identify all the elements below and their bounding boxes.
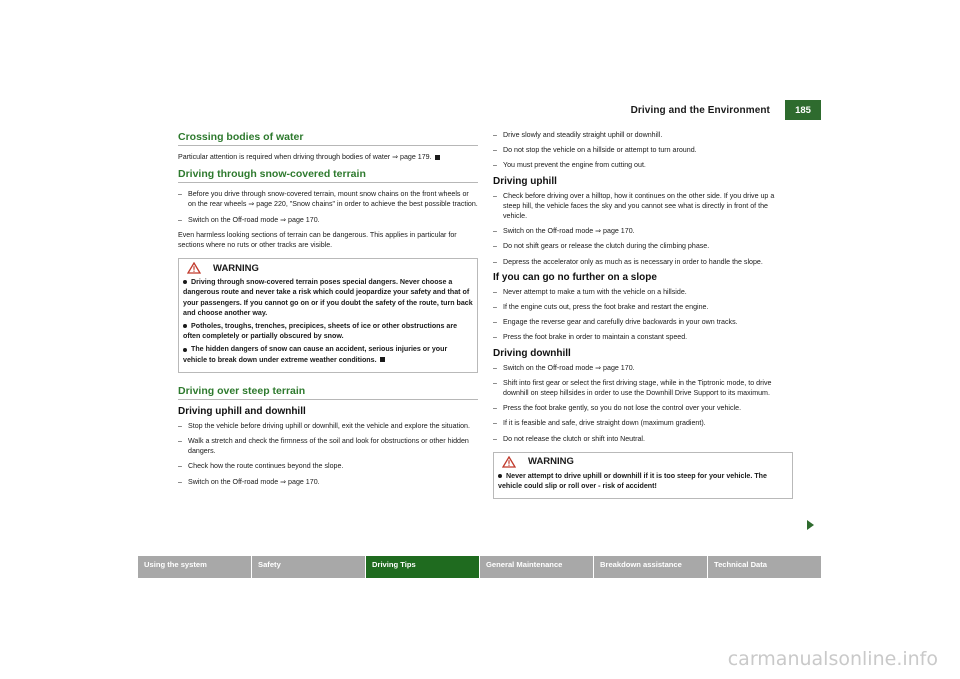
bullet-icon: [183, 324, 187, 328]
list-item: – Stop the vehicle before driving uphill or downhill, exit the vehicle and explore the situation.: [178, 421, 478, 431]
warning-header: [183, 262, 473, 274]
footer-tab-breakdown-assistance[interactable]: Breakdown assistance: [594, 556, 707, 578]
warning-label: WARNING: [528, 456, 574, 468]
list-item: – Check how the route continues beyond the slope.: [178, 461, 478, 471]
section-end-icon: [380, 357, 385, 362]
bullet-icon: [498, 474, 502, 478]
footer-chapter-nav: [138, 556, 822, 578]
warning-triangle-icon: [187, 262, 201, 274]
list-item: – You must prevent the engine from cutting out.: [493, 160, 793, 170]
left-column: [178, 128, 478, 492]
list-item: – Switch on the Off-road mode ⇒ page 170.: [493, 363, 793, 373]
footer-tab-using-the-system[interactable]: Using the system: [138, 556, 251, 578]
warning-item: Potholes, troughs, trenches, precipices, sheets of ice or other obstructions are often completely or partially obscured by snow.: [183, 322, 458, 341]
page-number-badge: 185: [785, 100, 821, 120]
list-item: – Do not stop the vehicle on a hillside or attempt to turn around.: [493, 145, 793, 155]
snow-steps-list: [178, 189, 478, 225]
list-item: – Do not shift gears or release the clutch during the climbing phase.: [493, 241, 793, 251]
list-item: – Press the foot brake gently, so you do not lose the control over your vehicle.: [493, 403, 793, 413]
section-end-icon: [435, 155, 440, 160]
list-item: – Never attempt to make a turn with the vehicle on a hillside.: [493, 287, 793, 297]
watermark-text: carmanualsonline.info: [727, 648, 938, 670]
footer-tab-general-maintenance[interactable]: General Maintenance: [480, 556, 593, 578]
paragraph-snow-danger: Even harmless looking sections of terrain can be dangerous. This applies in particular for sections where no ruts or other tracks are visible.: [178, 230, 457, 250]
list-item: – Press the foot brake in order to maintain a constant speed.: [493, 332, 793, 342]
list-item: – Check before driving over a hilltop, how it continues on the other side. If you drive up a steep hill, the vehicle faces the sky and you cannot see what is directly in front of the vehicle.: [493, 191, 793, 222]
section-heading-crossing-water: Crossing bodies of water: [178, 131, 478, 146]
subheading-uphill-downhill: Driving uphill and downhill: [178, 405, 306, 417]
list-item: – Do not release the clutch or shift into Neutral.: [493, 434, 793, 444]
no-further-steps-list: [493, 287, 793, 343]
intro-steps-list: [493, 130, 793, 171]
warning-box-snow: [178, 258, 478, 373]
warning-triangle-icon: [502, 456, 516, 468]
subheading-no-further: If you can go no further on a slope: [493, 271, 657, 283]
list-item: – Engage the reverse gear and carefully drive backwards in your own tracks.: [493, 317, 793, 327]
list-item: – Switch on the Off-road mode ⇒ page 170.: [178, 477, 478, 487]
bullet-icon: [183, 280, 187, 284]
list-item: – Before you drive through snow-covered terrain, mount snow chains on the front wheels or on the rear wheels ⇒ page 220, "Snow chains" in order to achieve the best possible traction.: [178, 189, 478, 209]
list-item: – If it is feasible and safe, drive straight down (maximum gradient).: [493, 418, 793, 428]
downhill-steps-list: [493, 363, 793, 444]
footer-tab-driving-tips[interactable]: Driving Tips: [366, 556, 479, 578]
list-item: – Switch on the Off-road mode ⇒ page 170.: [493, 226, 793, 236]
paragraph-crossing-water: Particular attention is required when driving through bodies of water ⇒ page 179.: [178, 152, 478, 162]
warning-item: Driving through snow-covered terrain poses special dangers. Never choose a dangerous route and never take a risk which could jeopardize your safety and that of your passengers. If you cannot go on or if you doubt the safety of the route, turn back and choose another way.: [183, 278, 473, 317]
list-item: – Shift into first gear or select the first driving stage, while in the Tiptronic mode, to drive downhill on steep hillsides in order to use the Downhill Drive Support to its maximum.: [493, 378, 793, 398]
section-heading-steep: Driving over steep terrain: [178, 385, 478, 400]
list-item: – Depress the accelerator only as much as is necessary in order to handle the slope.: [493, 257, 793, 267]
footer-tab-safety[interactable]: Safety: [252, 556, 365, 578]
bullet-icon: [183, 348, 187, 352]
right-column: [493, 130, 793, 511]
continue-arrow-icon[interactable]: [807, 520, 814, 530]
subheading-driving-downhill: Driving downhill: [493, 347, 571, 359]
footer-tab-technical-data[interactable]: Technical Data: [708, 556, 821, 578]
warning-item: The hidden dangers of snow can cause an accident, serious injuries or your vehicle to break down under extreme weather conditions.: [183, 345, 448, 364]
warning-label: WARNING: [213, 262, 259, 274]
list-item: – If the engine cuts out, press the foot brake and restart the engine.: [493, 302, 793, 312]
subheading-driving-uphill: Driving uphill: [493, 175, 557, 187]
list-item: – Switch on the Off-road mode ⇒ page 170.: [178, 215, 478, 225]
warning-item: Never attempt to drive uphill or downhill if it is too steep for your vehicle. The vehicle could slip or roll over - risk of accident!: [498, 471, 767, 491]
steep-steps-list: [178, 421, 478, 487]
list-item: – Drive slowly and steadily straight uphill or downhill.: [493, 130, 793, 140]
warning-box-steep: [493, 452, 793, 499]
section-heading-snow: Driving through snow-covered terrain: [178, 168, 478, 183]
warning-header: [498, 456, 788, 468]
uphill-steps-list: [493, 191, 793, 267]
list-item: – Walk a stretch and check the firmness of the soil and look for obstructions or other hidden dangers.: [178, 436, 478, 456]
page-header-title: Driving and the Environment: [630, 105, 770, 116]
